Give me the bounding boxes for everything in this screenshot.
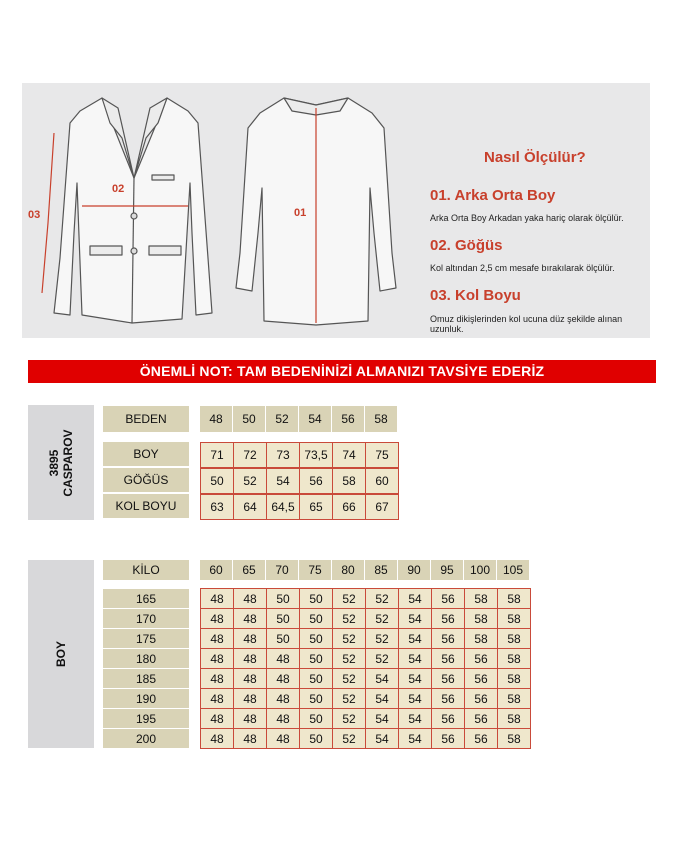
weight-value-cell: 58 [497, 728, 531, 749]
weight-value-cell: 50 [266, 608, 300, 629]
step-3-title: 03. Kol Boyu [430, 287, 521, 304]
size-value-cell: 73 [266, 442, 300, 468]
height-row-label: 190 [103, 689, 189, 708]
height-row-label: 200 [103, 729, 189, 748]
weight-value-cell: 52 [365, 588, 399, 609]
height-row-label: 195 [103, 709, 189, 728]
model-number: 3895 [47, 449, 61, 476]
size-value-cell: 64,5 [266, 494, 300, 520]
size-value-cell: 65 [299, 494, 333, 520]
weight-value-cell: 54 [365, 728, 399, 749]
weight-value-cell: 56 [431, 688, 465, 709]
weight-value-cell: 56 [431, 588, 465, 609]
weight-value-cell: 58 [464, 588, 498, 609]
weight-value-cell: 56 [431, 728, 465, 749]
weight-value-cell: 50 [266, 628, 300, 649]
weight-value-cell: 58 [497, 628, 531, 649]
weight-value-cell: 58 [497, 708, 531, 729]
size-value-cell: 72 [233, 442, 267, 468]
model-name: CASPAROV [61, 428, 75, 497]
height-row-label: 180 [103, 649, 189, 668]
step-2-desc: Kol altından 2,5 cm mesafe bırakılarak ölçülür. [430, 263, 615, 273]
weight-value-cell: 54 [365, 668, 399, 689]
weight-value-cell: 50 [299, 728, 333, 749]
size-value-cell: 74 [332, 442, 366, 468]
weight-value-cell: 52 [365, 608, 399, 629]
size-header-cell: 58 [365, 406, 397, 432]
size-header-cell: 50 [233, 406, 265, 432]
measurement-guide [22, 83, 650, 338]
weight-value-cell: 48 [233, 588, 267, 609]
weight-value-cell: 52 [365, 648, 399, 669]
weight-value-cell: 48 [266, 728, 300, 749]
size-value-cell: 58 [332, 468, 366, 494]
weight-value-cell: 52 [332, 648, 366, 669]
weight-value-cell: 56 [464, 708, 498, 729]
weight-value-cell: 50 [299, 608, 333, 629]
weight-value-cell: 48 [200, 608, 234, 629]
weight-value-cell: 54 [398, 648, 432, 669]
weight-value-cell: 48 [233, 688, 267, 709]
weight-value-cell: 58 [497, 688, 531, 709]
weight-value-cell: 58 [464, 628, 498, 649]
size-row-label: GÖĞÜS [103, 468, 189, 492]
weight-value-cell: 56 [464, 668, 498, 689]
weight-value-cell: 58 [497, 648, 531, 669]
weight-value-cell: 48 [266, 668, 300, 689]
weight-value-cell: 54 [398, 668, 432, 689]
weight-value-cell: 48 [200, 668, 234, 689]
weight-value-cell: 54 [365, 688, 399, 709]
size-value-cell: 56 [299, 468, 333, 494]
weight-header-cell: 75 [299, 560, 331, 580]
height-row-label: 170 [103, 609, 189, 628]
height-side-label [28, 560, 94, 748]
weight-value-cell: 58 [497, 588, 531, 609]
size-value-cell: 66 [332, 494, 366, 520]
weight-header-cell: 80 [332, 560, 364, 580]
weight-value-cell: 56 [431, 628, 465, 649]
size-value-cell: 67 [365, 494, 399, 520]
size-value-cell: 64 [233, 494, 267, 520]
weight-value-cell: 48 [233, 728, 267, 749]
weight-value-cell: 54 [398, 608, 432, 629]
weight-value-cell: 48 [233, 708, 267, 729]
weight-value-cell: 48 [200, 628, 234, 649]
weight-value-cell: 52 [365, 628, 399, 649]
weight-value-cell: 56 [431, 648, 465, 669]
weight-value-cell: 48 [200, 708, 234, 729]
weight-value-cell: 50 [299, 688, 333, 709]
weight-value-cell: 54 [365, 708, 399, 729]
size-value-cell: 75 [365, 442, 399, 468]
chest-marker: 02 [112, 183, 125, 195]
weight-value-cell: 48 [266, 708, 300, 729]
size-value-cell: 50 [200, 468, 234, 494]
weight-value-cell: 56 [431, 708, 465, 729]
size-value-cell: 52 [233, 468, 267, 494]
size-row-label: KOL BOYU [103, 494, 189, 518]
weight-value-cell: 58 [464, 608, 498, 629]
weight-value-cell: 52 [332, 708, 366, 729]
weight-value-cell: 48 [233, 668, 267, 689]
weight-value-cell: 50 [299, 668, 333, 689]
model-side-label [28, 405, 94, 520]
weight-value-cell: 52 [332, 668, 366, 689]
size-value-cell: 71 [200, 442, 234, 468]
weight-value-cell: 50 [299, 588, 333, 609]
step-2-title: 02. Göğüs [430, 237, 503, 254]
step-1-desc: Arka Orta Boy Arkadan yaka hariç olarak ölçülür. [430, 213, 624, 223]
back-length-marker: 01 [294, 207, 307, 219]
size-header-label: BEDEN [103, 406, 189, 432]
weight-value-cell: 48 [200, 648, 234, 669]
size-header-cell: 48 [200, 406, 232, 432]
weight-value-cell: 48 [233, 648, 267, 669]
weight-value-cell: 48 [266, 648, 300, 669]
weight-value-cell: 54 [398, 708, 432, 729]
weight-header-cell: 95 [431, 560, 463, 580]
size-header-cell: 54 [299, 406, 331, 432]
height-row-label: 175 [103, 629, 189, 648]
important-note-banner: ÖNEMLİ NOT: TAM BEDENİNİZİ ALMANIZI TAVSİYE EDERİZ [28, 360, 656, 383]
weight-header-cell: 100 [464, 560, 496, 580]
weight-value-cell: 50 [266, 588, 300, 609]
weight-value-cell: 50 [299, 648, 333, 669]
weight-value-cell: 50 [299, 628, 333, 649]
how-to-measure-title: Nasıl Ölçülür? [484, 149, 586, 166]
weight-value-cell: 52 [332, 728, 366, 749]
weight-header-label: KİLO [103, 560, 189, 580]
height-row-label: 185 [103, 669, 189, 688]
size-row-label: BOY [103, 442, 189, 466]
weight-value-cell: 56 [464, 728, 498, 749]
weight-value-cell: 48 [200, 588, 234, 609]
jacket-illustration [22, 83, 650, 338]
sleeve-marker: 03 [28, 209, 41, 221]
weight-value-cell: 50 [299, 708, 333, 729]
weight-header-cell: 105 [497, 560, 529, 580]
weight-value-cell: 48 [233, 628, 267, 649]
weight-value-cell: 54 [398, 728, 432, 749]
weight-value-cell: 56 [464, 648, 498, 669]
height-side-text: BOY [54, 640, 68, 668]
size-value-cell: 54 [266, 468, 300, 494]
weight-header-cell: 70 [266, 560, 298, 580]
weight-value-cell: 48 [200, 728, 234, 749]
weight-value-cell: 48 [233, 608, 267, 629]
weight-value-cell: 52 [332, 628, 366, 649]
size-value-cell: 63 [200, 494, 234, 520]
weight-value-cell: 52 [332, 608, 366, 629]
weight-value-cell: 48 [266, 688, 300, 709]
step-3-desc: Omuz dikişlerinden kol ucuna düz şekilde alınan uzunluk. [430, 314, 623, 334]
weight-value-cell: 54 [398, 628, 432, 649]
weight-header-cell: 90 [398, 560, 430, 580]
weight-value-cell: 56 [431, 668, 465, 689]
step-1-title: 01. Arka Orta Boy [430, 187, 556, 204]
size-value-cell: 60 [365, 468, 399, 494]
weight-value-cell: 52 [332, 588, 366, 609]
weight-value-cell: 48 [200, 688, 234, 709]
weight-value-cell: 56 [464, 688, 498, 709]
size-value-cell: 73,5 [299, 442, 333, 468]
weight-header-cell: 65 [233, 560, 265, 580]
weight-header-cell: 60 [200, 560, 232, 580]
weight-value-cell: 54 [398, 688, 432, 709]
height-row-label: 165 [103, 589, 189, 608]
weight-value-cell: 52 [332, 688, 366, 709]
weight-value-cell: 58 [497, 668, 531, 689]
weight-value-cell: 56 [431, 608, 465, 629]
size-header-cell: 52 [266, 406, 298, 432]
weight-header-cell: 85 [365, 560, 397, 580]
weight-value-cell: 58 [497, 608, 531, 629]
size-header-cell: 56 [332, 406, 364, 432]
weight-value-cell: 54 [398, 588, 432, 609]
